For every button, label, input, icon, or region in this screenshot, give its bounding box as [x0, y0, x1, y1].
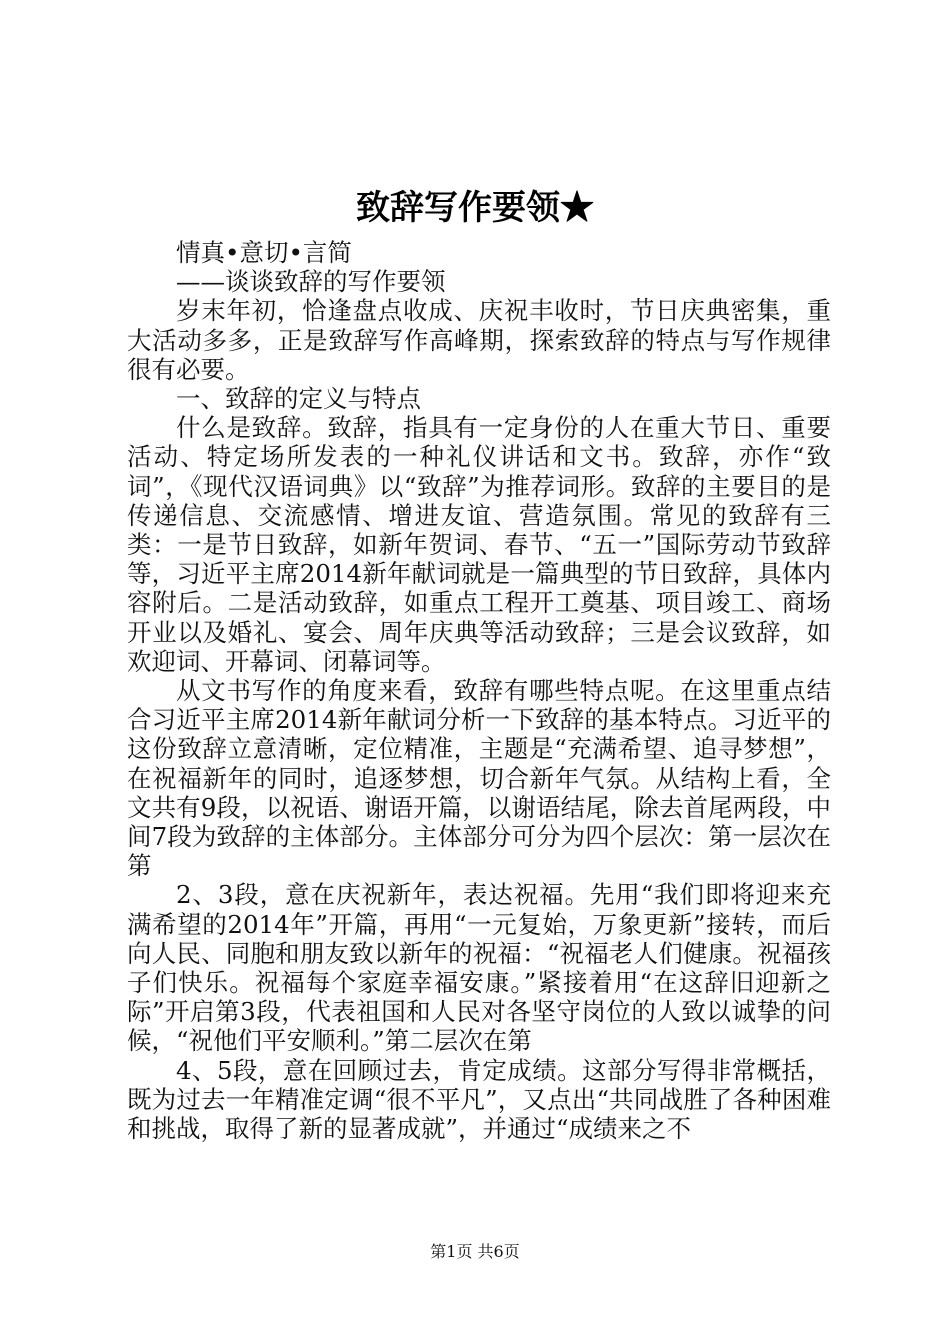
document-title: 致辞写作要领★: [356, 188, 594, 228]
document-body: [127, 238, 831, 1143]
paragraph: 4、5段，意在回顾过去，肯定成绩。这部分写得非常概括，既为过去一年精准定调“很不平凡”，又点出“共同战胜了各种困难和挑战，取得了新的显著成就”，并通过“成绩来之不: [127, 1055, 831, 1144]
subtitle-line: ——谈谈致辞的写作要领: [176, 267, 446, 297]
section-heading: 一、致辞的定义与特点: [176, 384, 421, 414]
subtitle-line: 情真•意切•言简: [176, 238, 352, 267]
page-footer: 第1页 共6页: [430, 1242, 520, 1261]
paragraph: 2、3段，意在庆祝新年，表达祝福。先用“我们即将迎来充满希望的2014年”开篇，再用“一元复始，万象更新”接转，而后向人民、同胞和朋友致以新年的祝福：“祝福老人们健康。祝福孩子们快乐。祝福每个家庭幸福安康。”紧接着用“在这辞旧迎新之际”开启第3段，代表祖国和人民对各坚守岗位的人致以诚挚的问候，“祝他们平安顺利。”第二层次在第: [127, 880, 831, 1056]
paragraph: 岁末年初，恰逢盘点收成、庆祝丰收时，节日庆典密集，重大活动多多，正是致辞写作高峰期，探索致辞的特点与写作规律很有必要。: [127, 296, 831, 384]
paragraph: 从文书写作的角度来看，致辞有哪些特点呢。在这里重点结合习近平主席2014新年献词分析一下致辞的基本特点。习近平的这份致辞立意清晰，定位精准，主题是“充满希望、追寻梦想”，在祝福新年的同时，追逐梦想，切合新年气氛。从结构上看，全文共有9段，以祝语、谢语开篇，以谢语结尾，除去首尾两段，中间7段为致辞的主体部分。主体部分可分为四个层次：第一层次在第: [127, 676, 831, 881]
paragraph: 什么是致辞。致辞，指具有一定身份的人在重大节日、重要活动、特定场所发表的一种礼仪讲话和文书。致辞，亦作“致词”，《现代汉语词典》以“致辞”为推荐词形。致辞的主要目的是传递信息、交流感情、增进友谊、营造氛围。常见的致辞有三类：一是节日致辞，如新年贺词、春节、“五一”国际劳动节致辞等，习近平主席2014新年献词就是一篇典型的节日致辞，具体内容附后。二是活动致辞，如重点工程开工奠基、项目竣工、商场开业以及婚礼、宴会、周年庆典等活动致辞；三是会议致辞，如欢迎词、开幕词、闭幕词等。: [127, 413, 831, 676]
